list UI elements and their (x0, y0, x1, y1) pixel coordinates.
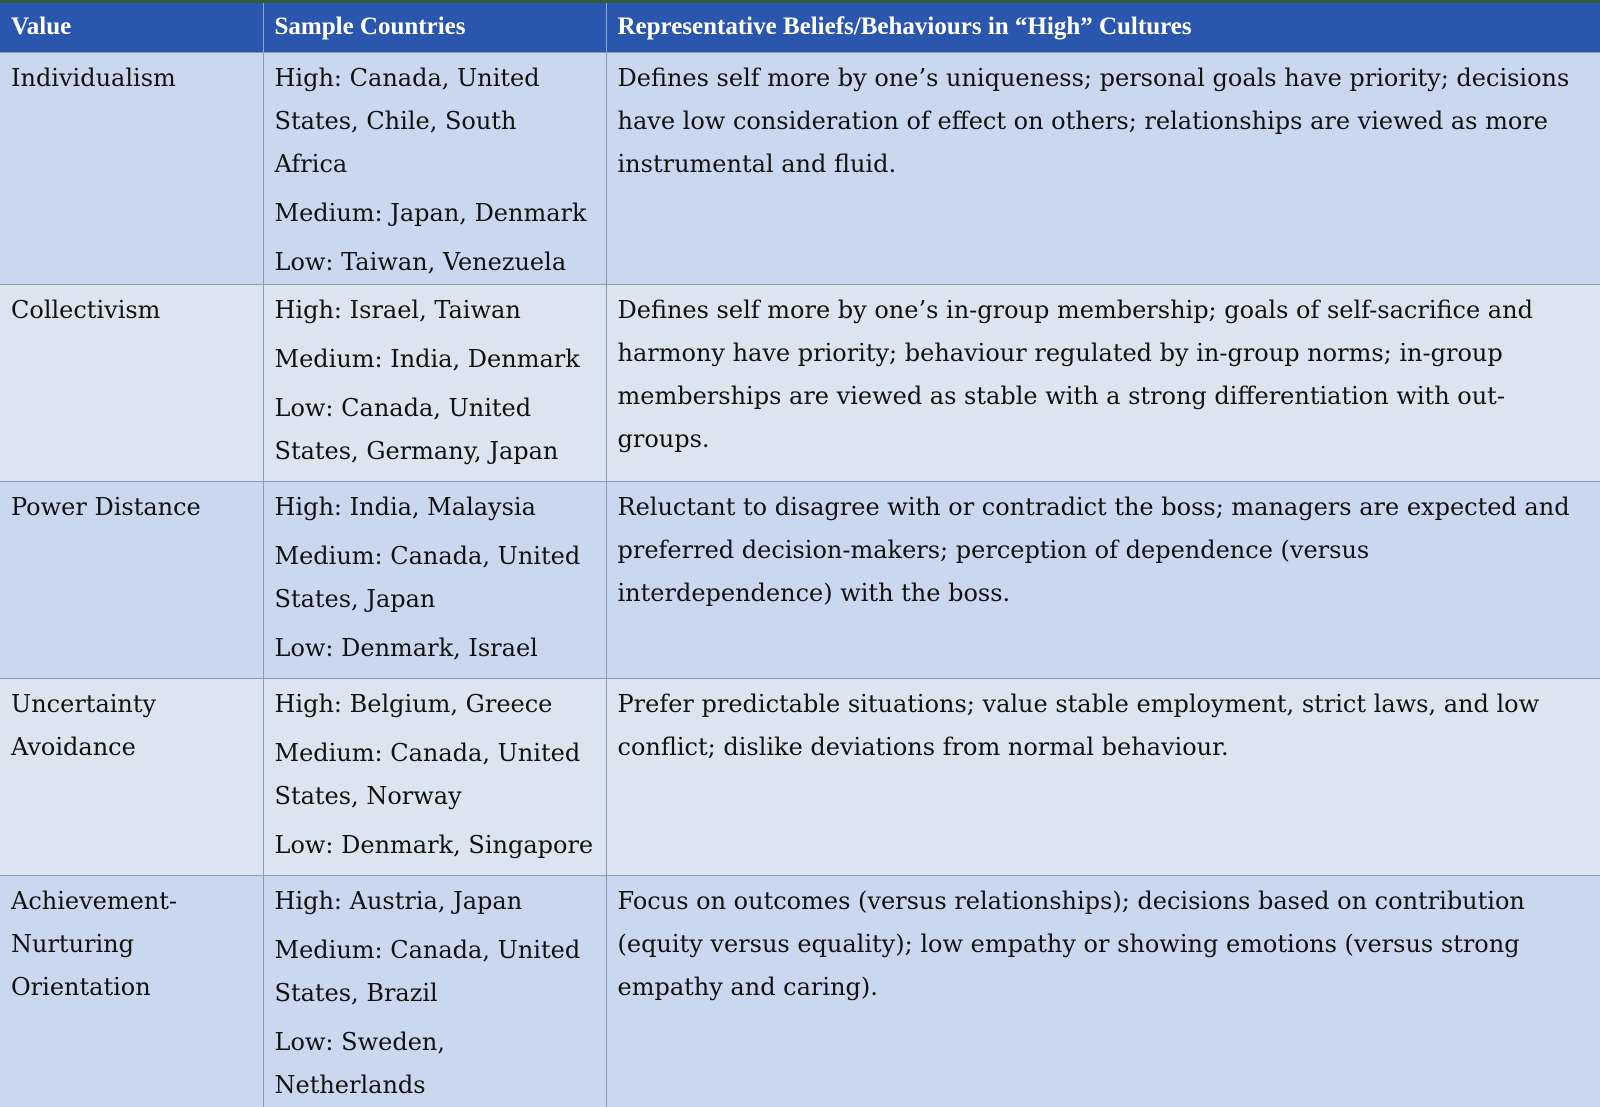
beliefs-cell: Focus on outcomes (versus relationships); decisions based on contribution (equity versus equality); low empathy or showing emotions (versus strong empathy and caring). (606, 875, 1600, 1107)
header-beliefs: Representative Beliefs/Behaviours in “High” Cultures (606, 3, 1600, 52)
high-countries: High: Austria, Japan (274, 886, 523, 915)
beliefs-cell: Defines self more by one’s uniqueness; personal goals have priority; decisions have low consideration of effect on others; relationships are viewed as more instrumental and fluid. (606, 52, 1600, 284)
high-countries: High: Belgium, Greece (274, 689, 553, 718)
low-countries: Low: Taiwan, Venezuela (274, 247, 567, 276)
low-countries: Low: Canada, United States, Germany, Japan (274, 393, 559, 465)
medium-countries: Medium: Canada, United States, Japan (274, 541, 581, 613)
cultural-values-table (0, 3, 1600, 1107)
countries-cell (263, 481, 606, 678)
value-cell: Uncertainty Avoidance (0, 678, 263, 875)
medium-countries: Medium: Canada, United States, Norway (274, 738, 581, 810)
beliefs-cell: Reluctant to disagree with or contradict the boss; managers are expected and preferred decision-makers; perception of dependence (versus interdependence) with the boss. (606, 481, 1600, 678)
table-header (0, 3, 1600, 52)
high-countries: High: Israel, Taiwan (274, 295, 521, 324)
high-countries: High: India, Malaysia (274, 492, 536, 521)
header-sample-countries: Sample Countries (263, 3, 606, 52)
countries-cell (263, 875, 606, 1107)
medium-countries: Medium: Canada, United States, Brazil (274, 935, 581, 1007)
value-cell: Achievement-Nurturing Orientation (0, 875, 263, 1107)
low-countries: Low: Denmark, Israel (274, 633, 538, 662)
countries-cell (263, 52, 606, 284)
low-countries: Low: Sweden, Netherlands (274, 1027, 445, 1099)
table-row (0, 481, 1600, 678)
countries-cell (263, 284, 606, 481)
table-body (0, 52, 1600, 1107)
header-row (0, 3, 1600, 52)
table-row (0, 284, 1600, 481)
low-countries: Low: Denmark, Singapore (274, 830, 594, 859)
header-value: Value (0, 3, 263, 52)
beliefs-cell: Defines self more by one’s in-group membership; goals of self-sacrifice and harmony have priority; behaviour regulated by in-group norms; in-group memberships are viewed as stable with a strong differentiation with out-groups. (606, 284, 1600, 481)
table-row (0, 678, 1600, 875)
countries-cell (263, 678, 606, 875)
table-row (0, 875, 1600, 1107)
value-cell: Power Distance (0, 481, 263, 678)
high-countries: High: Canada, United States, Chile, South Africa (274, 63, 540, 178)
value-cell: Collectivism (0, 284, 263, 481)
beliefs-cell: Prefer predictable situations; value stable employment, strict laws, and low conflict; dislike deviations from normal behaviour. (606, 678, 1600, 875)
table-row (0, 52, 1600, 284)
medium-countries: Medium: India, Denmark (274, 344, 580, 373)
value-cell: Individualism (0, 52, 263, 284)
medium-countries: Medium: Japan, Denmark (274, 198, 587, 227)
